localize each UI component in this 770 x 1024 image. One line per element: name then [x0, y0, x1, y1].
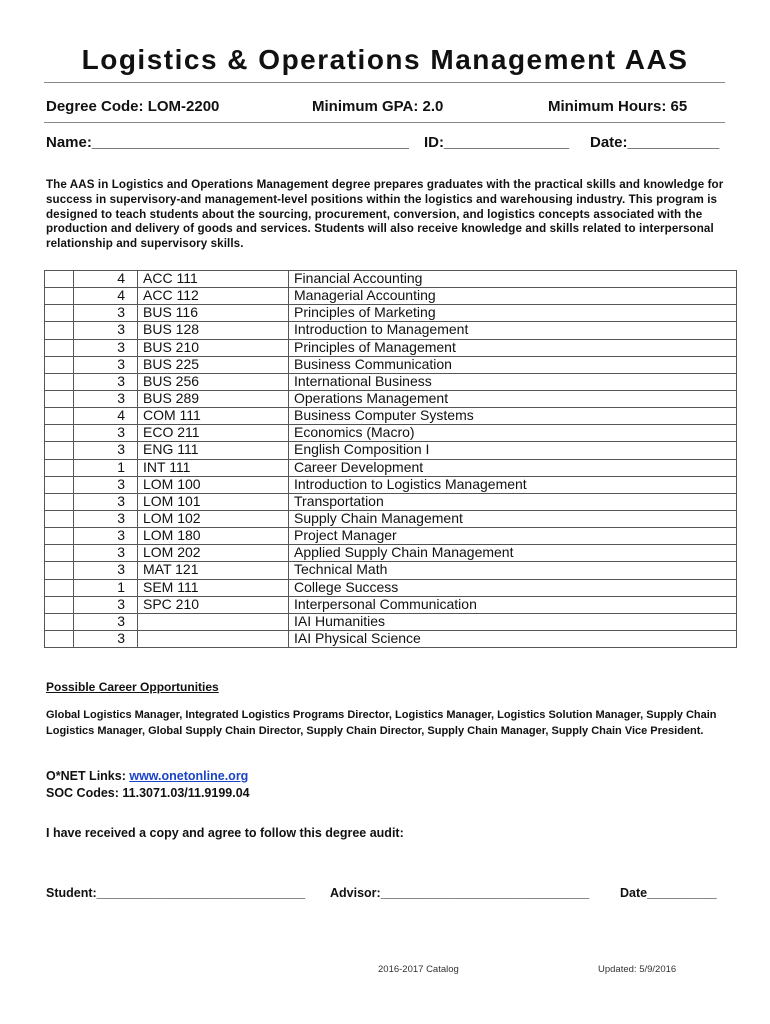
course-hours: 3 [74, 425, 138, 442]
career-heading: Possible Career Opportunities [46, 680, 219, 694]
date-field[interactable]: Date:___________ [590, 134, 720, 151]
course-check-cell [45, 373, 74, 390]
course-check-cell [45, 562, 74, 579]
updated-date: Updated: 5/9/2016 [598, 964, 677, 975]
course-hours: 1 [74, 459, 138, 476]
course-check-cell [45, 510, 74, 527]
course-row [45, 408, 737, 425]
course-hours: 3 [74, 339, 138, 356]
minimum-gpa: Minimum GPA: 2.0 [312, 98, 444, 115]
course-title: Managerial Accounting [289, 288, 737, 305]
title-divider [44, 82, 725, 83]
course-row [45, 613, 737, 630]
course-check-cell [45, 528, 74, 545]
course-check-cell [45, 442, 74, 459]
course-title: College Success [289, 579, 737, 596]
course-check-cell [45, 271, 74, 288]
course-check-cell [45, 545, 74, 562]
course-check-cell [45, 425, 74, 442]
course-check-cell [45, 493, 74, 510]
page-title: Logistics & Operations Management AAS [81, 44, 689, 75]
course-row [45, 288, 737, 305]
course-code: ACC 111 [138, 271, 289, 288]
course-title: Business Communication [289, 356, 737, 373]
course-title: Introduction to Management [289, 322, 737, 339]
course-hours: 3 [74, 545, 138, 562]
course-row [45, 545, 737, 562]
course-row [45, 271, 737, 288]
course-title: Applied Supply Chain Management [289, 545, 737, 562]
course-hours: 3 [74, 305, 138, 322]
course-title: Transportation [289, 493, 737, 510]
course-hours: 4 [74, 271, 138, 288]
course-hours: 3 [74, 613, 138, 630]
course-check-cell [45, 356, 74, 373]
course-code: BUS 116 [138, 305, 289, 322]
course-code: INT 111 [138, 459, 289, 476]
course-code: ECO 211 [138, 425, 289, 442]
soc-codes: SOC Codes: 11.3071.03/11.9199.04 [46, 786, 250, 800]
advisor-signature-field[interactable]: Advisor:______________________________ [330, 886, 590, 900]
course-row [45, 442, 737, 459]
name-field[interactable]: Name:______________________________________ [46, 134, 409, 151]
course-check-cell [45, 305, 74, 322]
course-title: Business Computer Systems [289, 408, 737, 425]
course-title: Economics (Macro) [289, 425, 737, 442]
course-row [45, 528, 737, 545]
course-check-cell [45, 339, 74, 356]
course-code [138, 613, 289, 630]
course-title: Supply Chain Management [289, 510, 737, 527]
course-code: LOM 202 [138, 545, 289, 562]
course-title: Interpersonal Communication [289, 596, 737, 613]
course-table [44, 270, 737, 648]
course-code: ACC 112 [138, 288, 289, 305]
course-row [45, 322, 737, 339]
course-row [45, 579, 737, 596]
course-code: LOM 180 [138, 528, 289, 545]
course-row [45, 373, 737, 390]
course-code: SPC 210 [138, 596, 289, 613]
course-check-cell [45, 596, 74, 613]
course-check-cell [45, 390, 74, 407]
course-code: BUS 128 [138, 322, 289, 339]
program-description: The AAS in Logistics and Operations Management degree prepares graduates with the practical skills and knowledge for success in supervisory-and management-level positions within the logistics and warehousing industry. This program is designed to teach students about the sourcing, procurement, conversion, and logistics concepts associated with the production and delivery of goods and services. Students will also receive knowledge and skills related to interpersonal relationship and supervisory skills. [46, 178, 724, 251]
course-row [45, 390, 737, 407]
course-title: Project Manager [289, 528, 737, 545]
course-hours: 3 [74, 373, 138, 390]
course-hours: 3 [74, 493, 138, 510]
course-title: IAI Humanities [289, 613, 737, 630]
course-hours: 3 [74, 562, 138, 579]
course-title: Principles of Management [289, 339, 737, 356]
course-check-cell [45, 322, 74, 339]
career-list: Global Logistics Manager, Integrated Logistics Programs Director, Logistics Manager, Logistics Solution Manager, Supply Chain Logistics Manager, Global Supply Chain Director, Supply Chain Director, Supply Chain Manager, Supply Chain Vice President. [46, 709, 717, 737]
course-hours: 3 [74, 390, 138, 407]
course-title: International Business [289, 373, 737, 390]
course-title: English Composition I [289, 442, 737, 459]
course-row [45, 510, 737, 527]
course-check-cell [45, 476, 74, 493]
agreement-text: I have received a copy and agree to follow this degree audit: [46, 826, 404, 840]
course-title: IAI Physical Science [289, 630, 737, 647]
course-check-cell [45, 613, 74, 630]
course-row [45, 493, 737, 510]
course-code: LOM 102 [138, 510, 289, 527]
course-row [45, 459, 737, 476]
course-hours: 3 [74, 630, 138, 647]
onet-link[interactable]: www.onetonline.org [129, 769, 249, 783]
course-code: ENG 111 [138, 442, 289, 459]
course-title: Career Development [289, 459, 737, 476]
course-hours: 1 [74, 579, 138, 596]
course-hours: 3 [74, 442, 138, 459]
course-hours: 3 [74, 596, 138, 613]
course-hours: 4 [74, 408, 138, 425]
course-row [45, 356, 737, 373]
onet-label: O*NET Links: [46, 769, 130, 783]
course-row [45, 425, 737, 442]
course-check-cell [45, 579, 74, 596]
course-code: SEM 111 [138, 579, 289, 596]
course-hours: 3 [74, 510, 138, 527]
course-code: BUS 289 [138, 390, 289, 407]
id-field[interactable]: ID:_______________ [424, 134, 570, 151]
course-hours: 3 [74, 528, 138, 545]
course-row [45, 339, 737, 356]
course-check-cell [45, 630, 74, 647]
course-check-cell [45, 459, 74, 476]
course-row [45, 305, 737, 322]
onet-section [46, 768, 250, 802]
signature-date-field[interactable]: Date__________ [620, 886, 717, 900]
course-title: Operations Management [289, 390, 737, 407]
degree-code: Degree Code: LOM-2200 [46, 98, 220, 115]
course-code: LOM 101 [138, 493, 289, 510]
course-title: Introduction to Logistics Management [289, 476, 737, 493]
course-hours: 3 [74, 356, 138, 373]
catalog-year: 2016-2017 Catalog [378, 964, 459, 975]
course-code: BUS 256 [138, 373, 289, 390]
course-row [45, 476, 737, 493]
course-code [138, 630, 289, 647]
course-code: BUS 210 [138, 339, 289, 356]
course-code: COM 111 [138, 408, 289, 425]
info-divider [44, 122, 725, 123]
course-code: LOM 100 [138, 476, 289, 493]
course-row [45, 596, 737, 613]
course-check-cell [45, 408, 74, 425]
course-title: Principles of Marketing [289, 305, 737, 322]
course-check-cell [45, 288, 74, 305]
course-title: Financial Accounting [289, 271, 737, 288]
course-hours: 3 [74, 476, 138, 493]
course-hours: 4 [74, 288, 138, 305]
course-row [45, 562, 737, 579]
student-signature-field[interactable]: Student:______________________________ [46, 886, 306, 900]
course-code: BUS 225 [138, 356, 289, 373]
course-title: Technical Math [289, 562, 737, 579]
minimum-hours: Minimum Hours: 65 [548, 98, 688, 115]
course-code: MAT 121 [138, 562, 289, 579]
course-hours: 3 [74, 322, 138, 339]
course-row [45, 630, 737, 647]
